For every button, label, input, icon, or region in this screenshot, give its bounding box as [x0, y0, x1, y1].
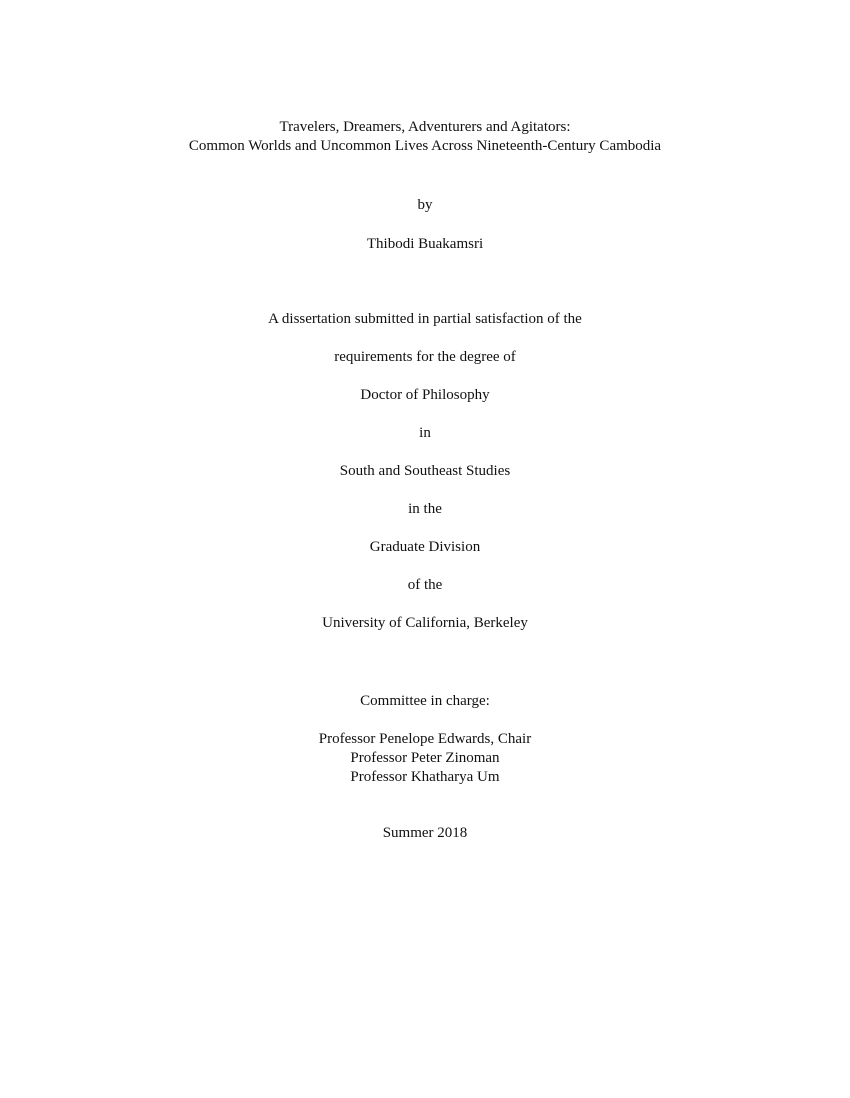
department-name: South and Southeast Studies	[339, 463, 511, 479]
title-line-1: Travelers, Dreamers, Adventurers and Agitators:	[279, 119, 571, 135]
title-line-2: Common Worlds and Uncommon Lives Across Nineteenth-Century Cambodia	[188, 138, 662, 154]
by-label: by	[417, 197, 433, 213]
committee-member: Professor Penelope Edwards, Chair	[318, 731, 532, 747]
committee-member: Professor Peter Zinoman	[350, 750, 500, 766]
committee-heading: Committee in charge:	[360, 693, 490, 709]
statement-line: in	[419, 425, 431, 441]
submission-date: Summer 2018	[382, 825, 468, 841]
division-name: Graduate Division	[369, 539, 481, 555]
statement-line: in the	[408, 501, 442, 517]
degree-name: Doctor of Philosophy	[360, 387, 490, 403]
statement-line: A dissertation submitted in partial satisfaction of the	[268, 311, 582, 327]
statement-line: requirements for the degree of	[334, 349, 516, 365]
university-name: University of California, Berkeley	[322, 615, 528, 631]
author-name: Thibodi Buakamsri	[366, 236, 484, 252]
statement-line: of the	[407, 577, 443, 593]
committee-member: Professor Khatharya Um	[350, 769, 500, 785]
